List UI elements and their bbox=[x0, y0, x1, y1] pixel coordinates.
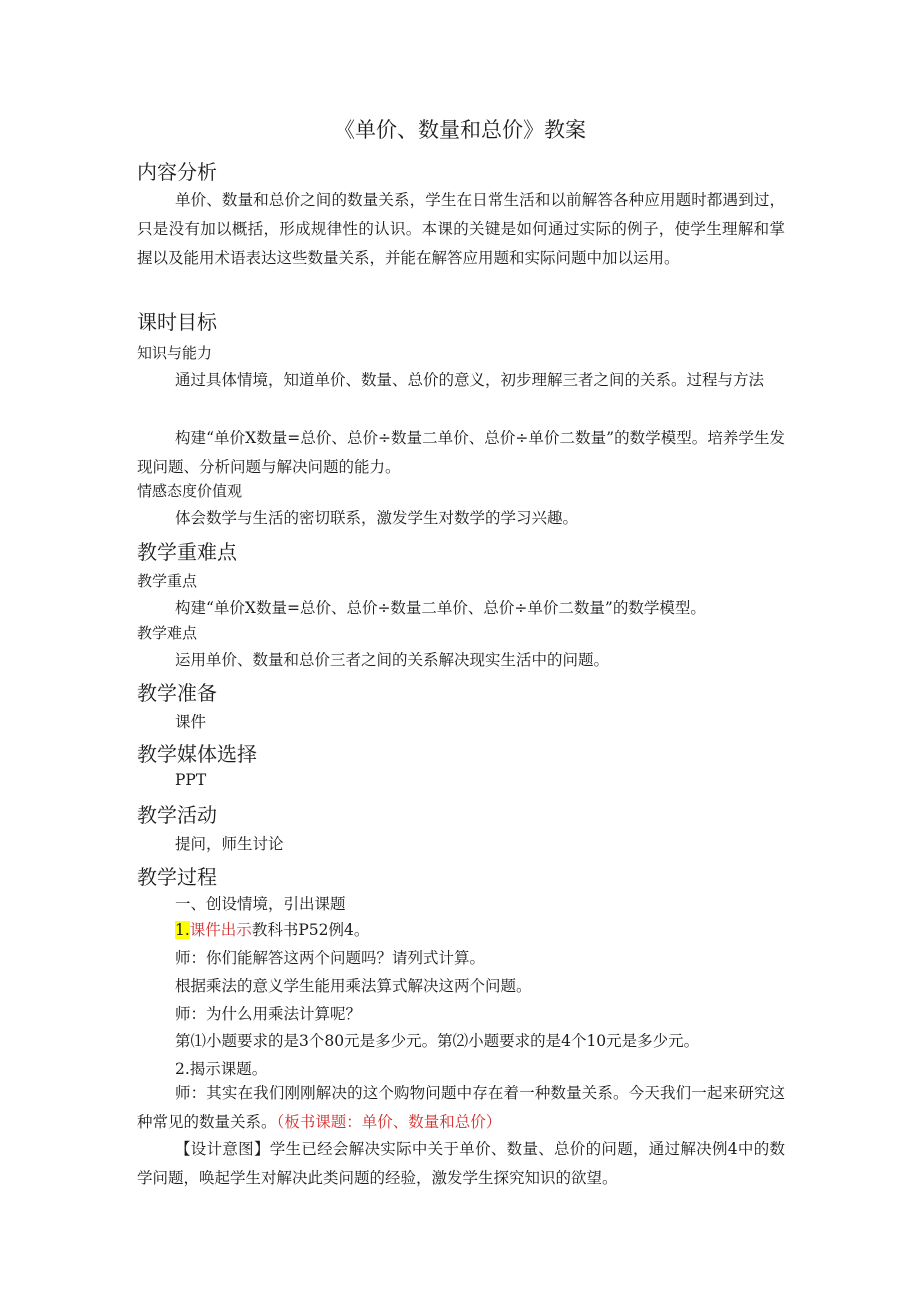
red-text-courseware: 课件出示 bbox=[189, 921, 252, 939]
item1-rest: 教科书P52例4。 bbox=[251, 921, 370, 939]
media-text: PPT bbox=[175, 771, 207, 789]
highlighted-number: 1. bbox=[175, 921, 190, 939]
heading-preparation: 教学准备 bbox=[137, 681, 217, 705]
subheading-focus: 教学重点 bbox=[137, 572, 198, 590]
process-item-1 bbox=[175, 918, 369, 940]
process-line-4: 第⑴小题要求的是3个80元是多少元。第⑵小题要求的是4个10元是多少元。 bbox=[175, 1032, 700, 1050]
focus-text: 构建“单价X数量=总价、总价÷数量二单价、总价÷单价二数量”的数学模型。 bbox=[175, 599, 706, 617]
board-title-note: （板书课题：单价、数量和总价） bbox=[276, 1113, 502, 1131]
preparation-text: 课件 bbox=[175, 713, 207, 731]
heading-activity: 教学活动 bbox=[137, 803, 217, 827]
goals-text-1: 通过具体情境，知道单价、数量、总价的意义，初步理解三者之间的关系。过程与方法 bbox=[175, 371, 765, 389]
heading-key-points: 教学重难点 bbox=[137, 540, 237, 564]
subheading-difficulty: 教学难点 bbox=[137, 624, 198, 642]
subheading-knowledge: 知识与能力 bbox=[137, 344, 213, 362]
process-line-3: 师：为什么用乘法计算呢？ bbox=[175, 1005, 362, 1023]
design-intent: 【设计意图】学生已经会解决实际中关于单价、数量、总价的问题，通过解决例4中的数学问题，唤起学生对解决此类问题的经验，激发学生探究知识的欲望。 bbox=[137, 1140, 785, 1187]
goals-text-2: 构建“单价X数量=总价、总价÷数量二单价、总价÷单价二数量”的数学模型。培养学生发现问题、分析问题与解决问题的能力。 bbox=[137, 429, 785, 476]
process-line-5: 2.揭示课题。 bbox=[175, 1060, 268, 1078]
heading-lesson-goals: 课时目标 bbox=[137, 310, 217, 334]
activity-text: 提问，师生讨论 bbox=[175, 835, 284, 853]
process-line-1: 师：你们能解答这两个问题吗？请列式计算。 bbox=[175, 949, 486, 967]
document-title: 《单价、数量和总价》教案 bbox=[334, 118, 586, 142]
process-line-2: 根据乘法的意义学生能用乘法算式解决这两个问题。 bbox=[175, 977, 532, 995]
heading-content-analysis: 内容分析 bbox=[137, 160, 217, 184]
goals-text-3: 体会数学与生活的密切联系，激发学生对数学的学习兴趣。 bbox=[175, 509, 579, 527]
difficulty-text: 运用单价、数量和总价三者之间的关系解决现实生活中的问题。 bbox=[175, 651, 610, 669]
process-line-6-text: 师：其实在我们刚刚解决的这个购物问题中存在着一种数量关系。今天我们一起来研究这种常见的数量关系。 bbox=[137, 1084, 785, 1131]
process-step-1: 一、创设情境，引出课题 bbox=[175, 895, 346, 913]
process-line-6 bbox=[137, 1079, 785, 1137]
content-analysis-text: 单价、数量和总价之间的数量关系，学生在日常生活和以前解答各种应用题时都遇到过，只是没有加以概括，形成规律性的认识。本课的关键是如何通过实际的例子，使学生理解和掌握以及能用术语表达这些数量关系，并能在解答应用题和实际问题中加以运用。 bbox=[137, 191, 785, 267]
subheading-attitude: 情感态度价值观 bbox=[137, 482, 243, 500]
heading-media: 教学媒体选择 bbox=[137, 742, 257, 766]
heading-process: 教学过程 bbox=[137, 865, 217, 889]
